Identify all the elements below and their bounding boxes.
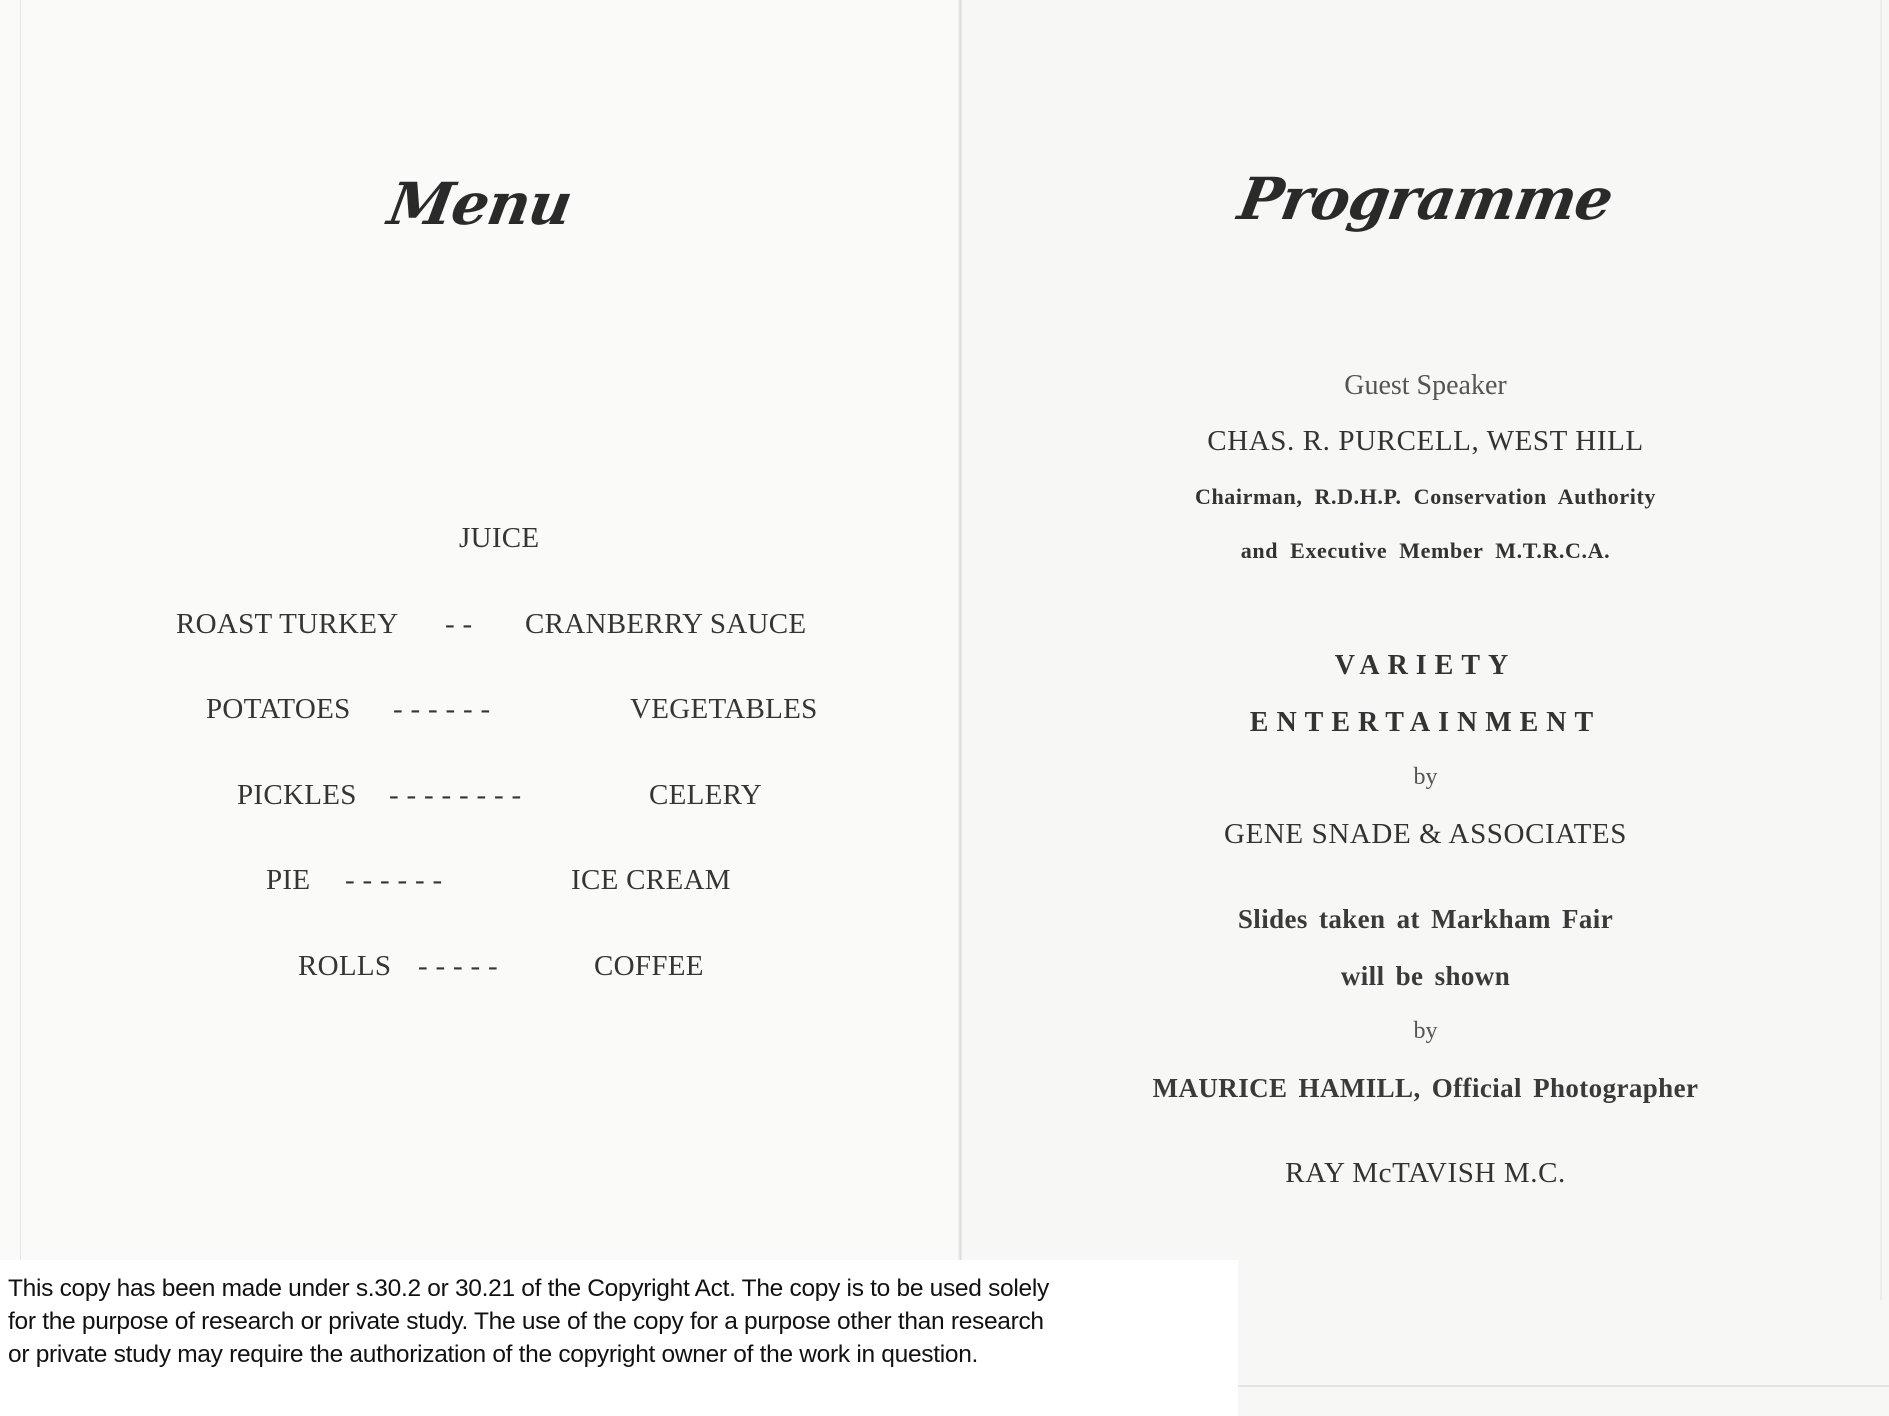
variety-heading: VARIETY [1334,650,1517,681]
menu-item-right: ICE CREAM [571,864,731,896]
copyright-notice [0,1260,1238,1416]
menu-item-juice [459,522,539,555]
menu-item-dashes: - - - - - [418,950,498,982]
performers: GENE SNADE & ASSOCIATES [1224,818,1627,850]
speaker-title-line1: Chairman, R.D.H.P. Conservation Authority [1194,484,1657,509]
menu-item-potatoes: POTATOES [206,693,351,725]
copyright-line: or private study may require the authorization of the copyright owner of the work in question. [8,1341,979,1368]
copyright-line: This copy has been made under s.30.2 or 30.21 of the Copyright Act. The copy is to be used solely [8,1275,1049,1302]
menu-title: Menu [383,170,577,238]
slides-line1: Slides taken at Markham Fair [1237,904,1614,934]
menu-item-pickles: PICKLES [237,779,357,811]
menu-item-right: CELERY [649,779,762,811]
menu-item-dashes: - - [445,608,473,640]
menu-item-left: ROAST TURKEY [176,608,399,640]
page-edge [1880,0,1882,1300]
photographer: MAURICE HAMILL, Official Photographer [1152,1073,1699,1103]
by-text: by [1413,1018,1438,1044]
menu-item-dashes: - - - - - - - - [389,779,522,811]
menu-item-left: JUICE [459,522,540,554]
programme-page [962,0,1889,1416]
menu-item-right: COFFEE [594,950,704,982]
by-text: by [1413,764,1438,790]
speaker-title-line2: and Executive Member M.T.R.C.A. [1240,538,1611,563]
entertainment-heading: ENTERTAINMENT [1249,707,1602,738]
menu-item-dashes: - - - - - - [345,864,443,896]
menu-item-roast-turkey [176,608,398,641]
menu-item-pie: PIE [266,864,311,896]
slides-line2: will be shown [1340,961,1511,991]
menu-item-rolls: ROLLS [298,950,392,982]
menu-item-right: VEGETABLES [630,693,818,725]
menu-item-right: CRANBERRY SAUCE [525,608,807,640]
copyright-line: for the purpose of research or private study. The use of the copy for a purpose other than research [8,1308,1044,1335]
menu-item-dashes: - - - - - - [393,693,491,725]
speaker-name: CHAS. R. PURCELL, WEST HILL [1207,425,1644,457]
master-of-ceremonies: RAY McTAVISH M.C. [1285,1157,1566,1189]
programme-title: Programme [1233,165,1618,233]
guest-speaker-heading: Guest Speaker [1344,370,1507,401]
